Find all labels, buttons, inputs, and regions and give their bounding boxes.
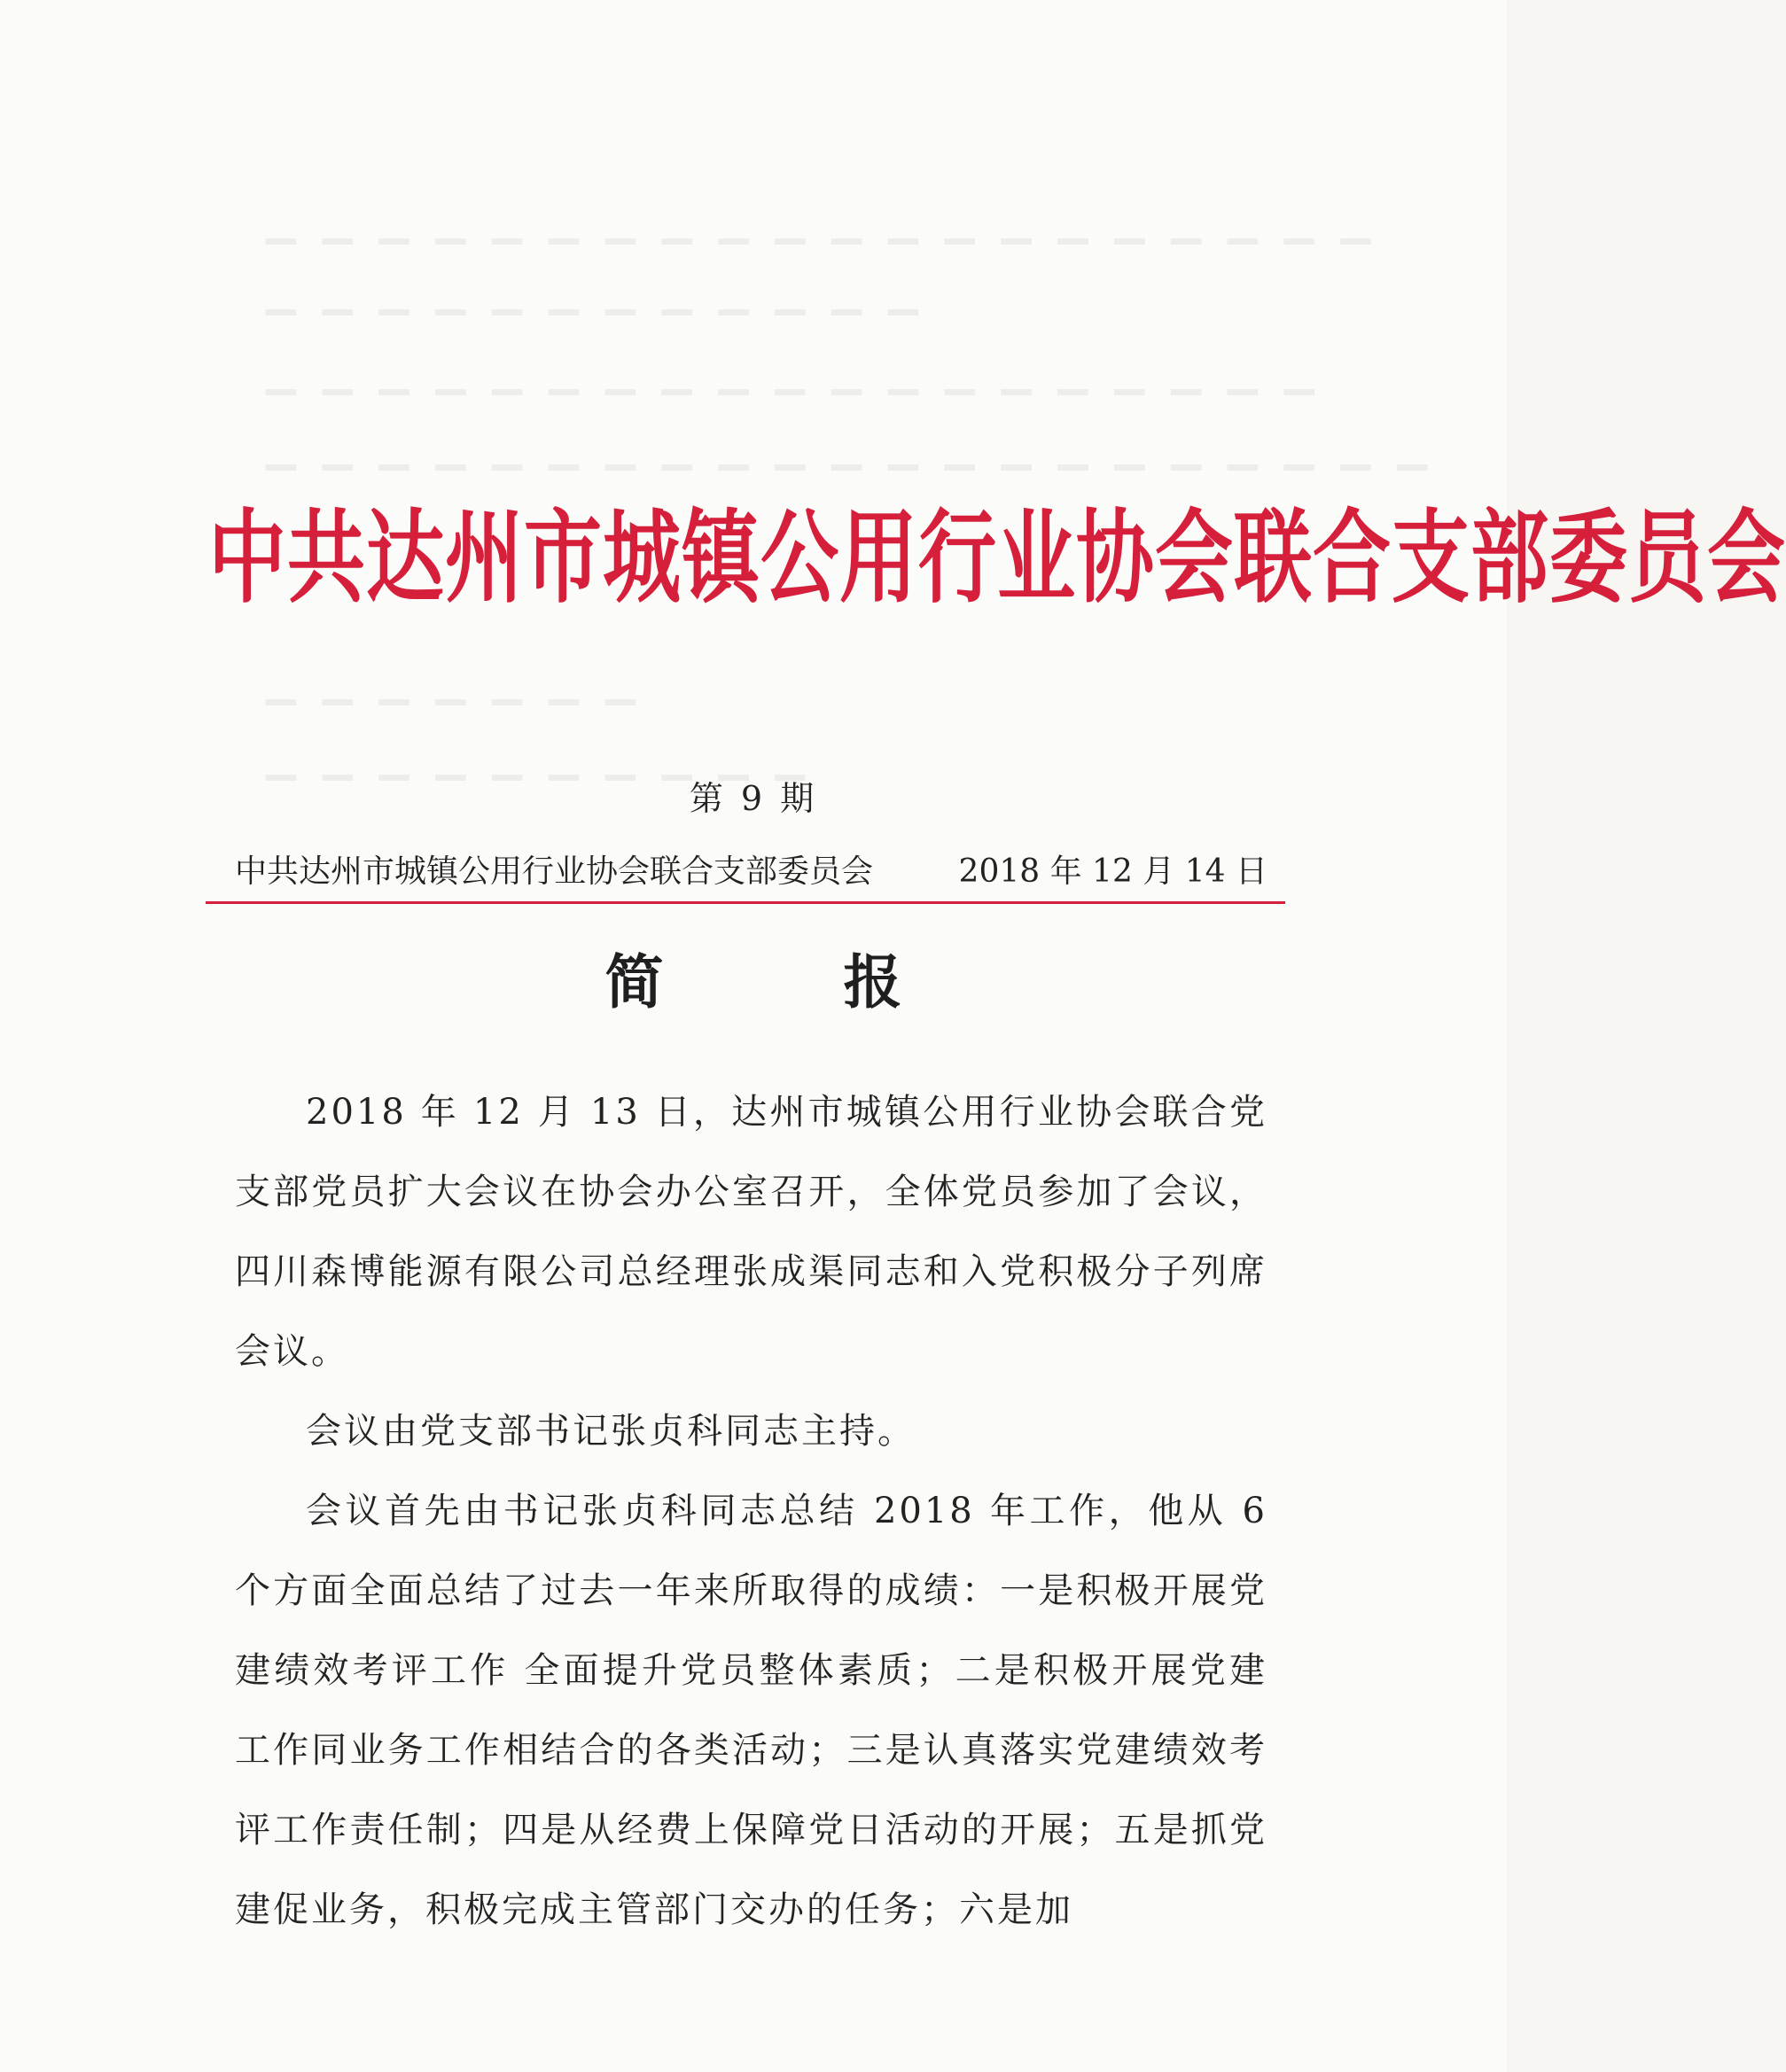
body-paragraph: 会议由党支部书记张贞科同志主持。 xyxy=(306,1411,916,1452)
document-title: 简 报 xyxy=(604,947,982,1017)
bleed-through-shadow: ▁ ▁ ▁ ▁ ▁ ▁ ▁ xyxy=(266,660,643,705)
masthead-title: 中共达州市城镇公用行业协会联合支部委员会 xyxy=(208,498,1786,618)
body-paragraph: 2018 年 12 月 13 日，达州市城镇公用行业协会联合党支部党员扩大会议在协会办公室召开，全体党员参加了会议，四川森博能源有限公司总经理张成渠同志和入党积极分子列席会议。 xyxy=(235,1092,1267,1372)
bleed-through-shadow: ▁ ▁ ▁ ▁ ▁ ▁ ▁ ▁ ▁ ▁ ▁ ▁ ▁ ▁ ▁ ▁ ▁ ▁ ▁ ▁ xyxy=(266,199,1378,245)
issuer-line xyxy=(235,846,1267,892)
red-divider-rule xyxy=(206,901,1285,904)
bleed-through-shadow: ▁ ▁ ▁ ▁ ▁ ▁ ▁ ▁ ▁ ▁ ▁ ▁ ▁ ▁ ▁ ▁ ▁ ▁ ▁ xyxy=(266,350,1322,395)
issuer-name: 中共达州市城镇公用行业协会联合支部委员会 xyxy=(235,853,874,890)
bleed-through-shadow: ▁ ▁ ▁ ▁ ▁ ▁ ▁ ▁ ▁ ▁ xyxy=(266,736,813,781)
document-body xyxy=(235,1072,1267,1950)
issue-number: 第 9 期 xyxy=(689,779,818,818)
issue-date: 2018 年 12 月 14 日 xyxy=(958,853,1267,890)
bleed-through-shadow: ▁ ▁ ▁ ▁ ▁ ▁ ▁ ▁ ▁ ▁ ▁ ▁ xyxy=(266,270,925,315)
body-paragraph: 会议首先由书记张贞科同志总结 2018 年工作，他从 6 个方面全面总结了过去一年来所取得的成绩：一是积极开展党建绩效考评工作 全面提升党员整体素质；二是积极开展党建工作同业务工作相结合的各类活动；三是认真落实党建绩效考评工作责任制；四是从经费上保障党日活动的开展；五是抓党建促业务，积极完成主管部门交办的任务；六是加 xyxy=(235,1491,1267,1930)
bleed-through-shadow: ▁ ▁ ▁ ▁ ▁ ▁ ▁ ▁ ▁ ▁ ▁ ▁ ▁ ▁ ▁ ▁ ▁ ▁ ▁ ▁ ▁ xyxy=(266,425,1435,471)
